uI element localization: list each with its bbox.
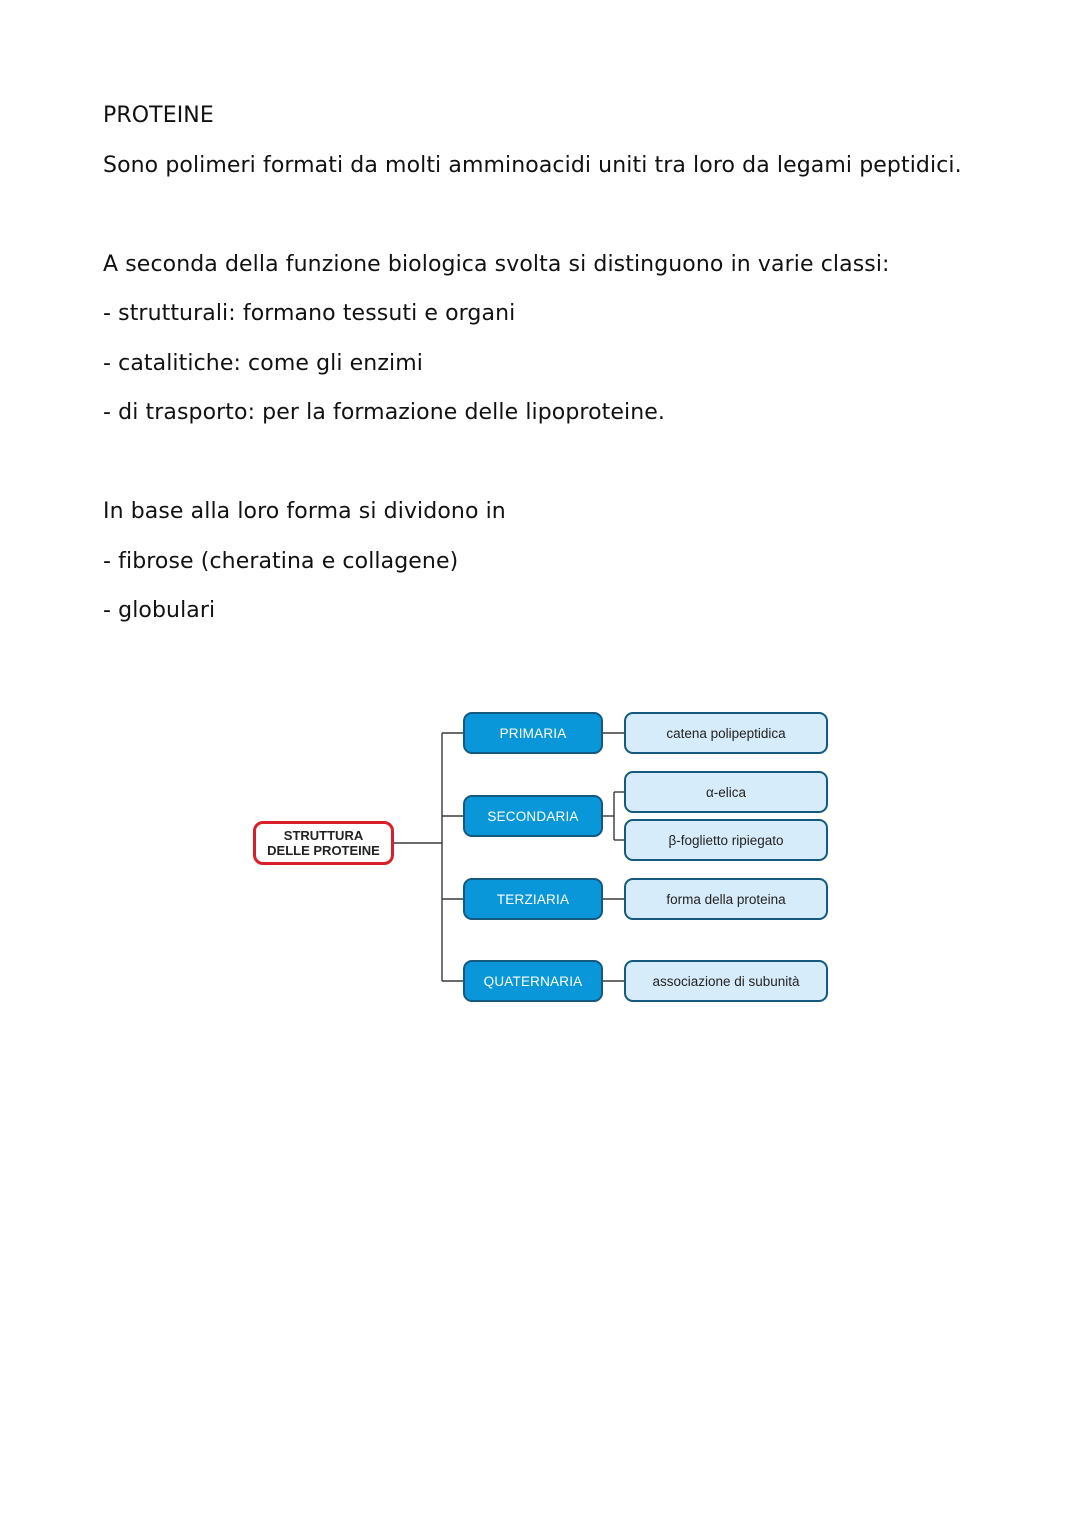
- root-label-line1: STRUTTURA: [283, 828, 364, 843]
- detail-protein-shape: forma della proteina: [624, 878, 828, 920]
- function-item-structural: - strutturali: formano tessuti e organi: [103, 301, 516, 326]
- level-secondary: SECONDARIA: [463, 795, 603, 837]
- shape-item-fibrous: - fibrose (cheratina e collagene): [103, 549, 459, 574]
- page-title: PROTEINE: [103, 103, 214, 128]
- level-quaternary: QUATERNARIA: [463, 960, 603, 1002]
- root-label-line2: DELLE PROTEINE: [267, 843, 380, 858]
- level-primary: PRIMARIA: [463, 712, 603, 754]
- function-item-catalytic: - catalitiche: come gli enzimi: [103, 351, 423, 376]
- detail-beta-sheet: β-foglietto ripiegato: [624, 819, 828, 861]
- definition-text: Sono polimeri formati da molti amminoacidi uniti tra loro da legami peptidici.: [103, 153, 962, 178]
- root-node: [253, 821, 394, 865]
- level-tertiary: TERZIARIA: [463, 878, 603, 920]
- shape-item-globular: - globulari: [103, 598, 216, 623]
- shape-intro: In base alla loro forma si dividono in: [103, 499, 506, 524]
- protein-structure-diagram: [250, 708, 840, 1008]
- function-item-transport: - di trasporto: per la formazione delle lipoproteine.: [103, 400, 666, 425]
- detail-alpha-helix: α-elica: [624, 771, 828, 813]
- detail-polypeptide-chain: catena polipeptidica: [624, 712, 828, 754]
- function-intro: A seconda della funzione biologica svolta si distinguono in varie classi:: [103, 252, 890, 277]
- detail-subunit-association: associazione di subunità: [624, 960, 828, 1002]
